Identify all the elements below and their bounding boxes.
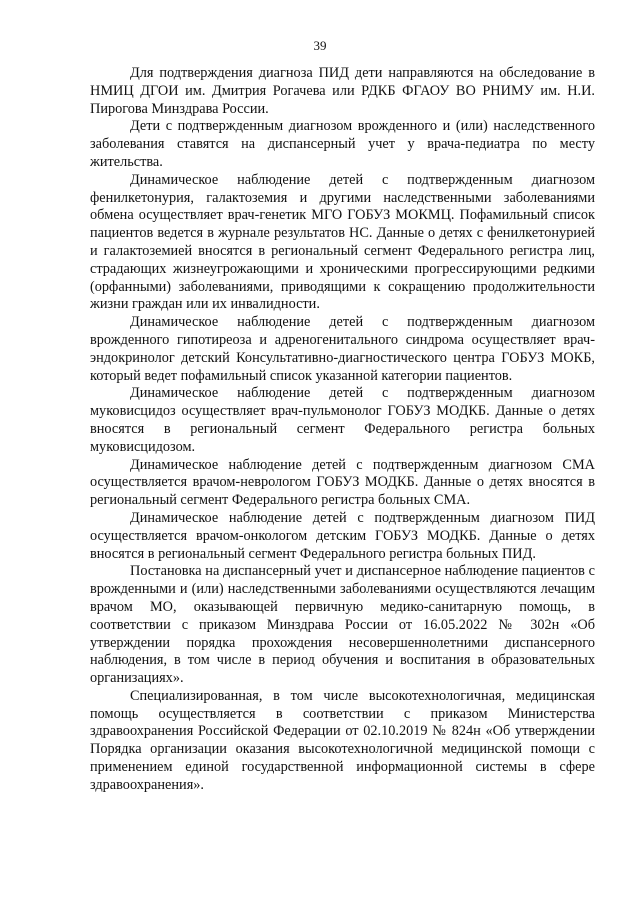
paragraph-pid-monitoring: Динамическое наблюдение детей с подтвержденным диагнозом ПИД осуществляется врачом-онкологом детским ГОБУЗ МОДКБ. Данные о детях вносятся в региональный сегмент Федерального регистра больных ПИД. xyxy=(90,509,595,562)
paragraph-phenylketonuria-monitoring: Динамическое наблюдение детей с подтвержденным диагнозом фенилкетонурия, галактоземия и другими наследственными заболеваниями обмена осуществляет врач-генетик МГО ГОБУЗ МОКМЦ. Пофамильный список пациентов ведется в журнале результатов НС. Данные о детях с фенилкетонурией и галактоземией вносятся в региональный сегмент Федерального регистра лиц, страдающих жизнеугрожающими и хроническими прогрессирующими редкими (орфанными) заболеваниями, приводящими к сокращению продолжительности жизни граждан или их инвалидности. xyxy=(90,171,595,313)
page-number: 39 xyxy=(313,38,327,53)
paragraph-high-tech-care-order: Специализированная, в том числе высокотехнологичная, медицинская помощь осуществляется в соответствии с приказом Министерства здравоохранения Российской Федерации от 02.10.2019 № 824н «Об утверждении Порядка организации оказания высокотехнологичной медицинской помощи с применением единой государственной информационной системы в сфере здравоохранения». xyxy=(90,687,595,793)
paragraph-cystic-fibrosis-monitoring: Динамическое наблюдение детей с подтвержденным диагнозом муковисцидоз осуществляет врач-пульмонолог ГОБУЗ МОДКБ. Данные о детях вносятся в региональный сегмент Федерального регистра больных муковисцидозом. xyxy=(90,385,595,455)
document-body xyxy=(90,65,595,795)
paragraph-sma-monitoring: Динамическое наблюдение детей с подтвержденным диагнозом СМА осуществляется врачом-неврологом ГОБУЗ МОДКБ. Данные о детях вносятся в региональный сегмент Федерального регистра больных СМА. xyxy=(90,456,595,509)
paragraph-dispensary-registration: Дети с подтвержденным диагнозом врожденного и (или) наследственного заболевания ставятся на диспансерный учет у врача-педиатра по месту жительства. xyxy=(90,118,595,170)
paragraph-pid-diagnosis-referral: Для подтверждения диагноза ПИД дети направляются на обследование в НМИЦ ДГОИ им. Дмитрия Рогачева или РДКБ ФГАОУ ВО РНИМУ им. Н.И. Пирогова Минздрава России. xyxy=(90,65,595,117)
paragraph-dispensary-observation-order: Постановка на диспансерный учет и диспансерное наблюдение пациентов с врожденными и (или) наследственными заболеваниями осуществляются лечащим врачом МО, оказывающей первичную медико-санитарную помощь, в соответствии с приказом Минздрава России от 16.05.2022 № 302н «Об утверждении порядка прохождения несовершеннолетними диспансерного наблюдения, в том числе в период обучения и воспитания в образовательных организациях». xyxy=(90,563,595,687)
paragraph-hypothyroidism-monitoring: Динамическое наблюдение детей с подтвержденным диагнозом врожденного гипотиреоза и адреногенитального синдрома осуществляет врач-эндокринолог детский Консультативно-диагностического центра ГОБУЗ МОКБ, который ведет пофамильный список указанной категории пациентов. xyxy=(90,314,595,384)
